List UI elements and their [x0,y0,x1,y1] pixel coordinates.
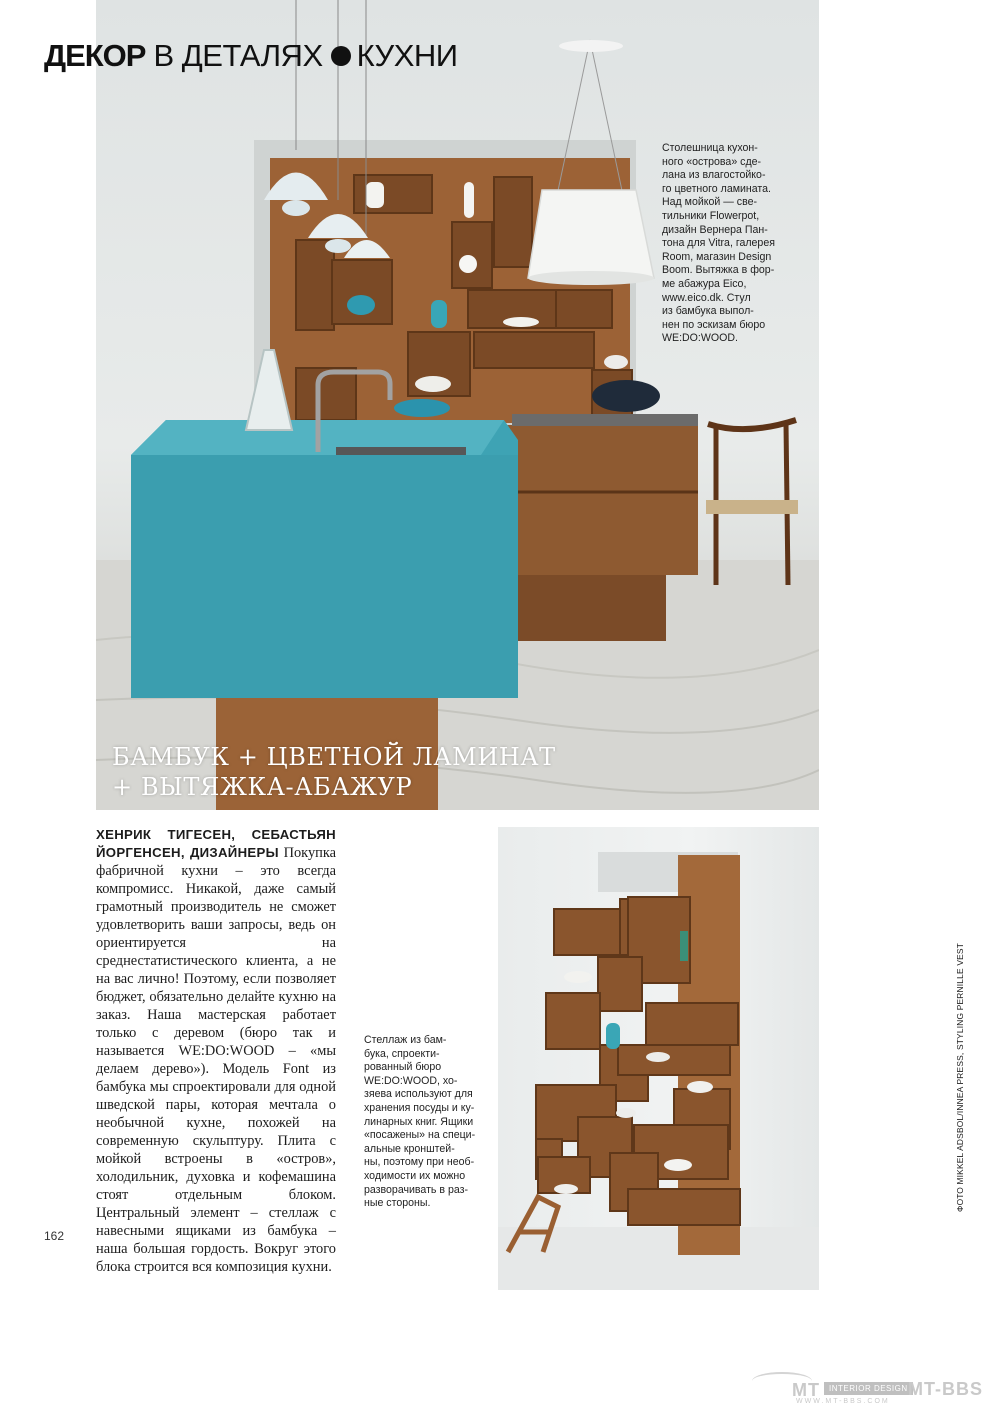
caption-line: ны, поэтому при необ- [364,1156,475,1169]
page-number: 162 [44,1229,65,1243]
caption-line: www.eico.dk. Стул [662,291,751,304]
photo-overlay-title [112,742,632,802]
caption-line: хранения посуды и ку- [364,1101,475,1114]
article-lead-authors: ХЕНРИК ТИГЕСЕН, СЕБАСТЬЯН ЙОРГЕНСЕН, ДИЗАЙНЕРЫ [96,827,336,860]
caption-line: бука, спроекти- [364,1047,440,1060]
page-header [44,34,458,78]
article-body [96,826,336,1276]
main-photo-caption [662,142,807,346]
caption-line: «посажены» на специ- [364,1129,476,1142]
shelving-photo-illustration [498,827,819,1290]
caption-line: WE:DO:WOOD, хо- [364,1074,458,1087]
caption-line: тильники Flowerpot, [662,209,760,222]
caption-line: разворачивать в раз- [364,1183,469,1196]
overlay-title-line-1: БАМБУК + ЦВЕТНОЙ ЛАМИНАТ [112,743,556,771]
caption-line: рованный бюро [364,1061,442,1074]
main-kitchen-photo [96,0,819,810]
caption-line: лана из влагостойко- [662,169,766,182]
watermark-url: WWW.MT-BBS.COM [796,1398,890,1405]
caption-line: альные кронштей- [364,1142,455,1155]
header-bullet-dot [331,46,351,66]
watermark-logo [752,1366,997,1408]
header-title-bold: ДЕКОР [44,38,146,73]
caption-line: нен по эскизам бюро [662,318,766,331]
caption-line: ходимости их можно [364,1169,466,1182]
caption-line: Стеллаж из бам- [364,1034,447,1046]
caption-line: из бамбука выпол- [662,305,754,318]
overlay-title-line-2: + ВЫТЯЖКА-АБАЖУР [112,773,413,801]
caption-line: зяева используют для [364,1088,473,1101]
shelving-photo-caption [364,1034,486,1211]
caption-line: Над мойкой — све- [662,196,758,209]
caption-line: ные стороны. [364,1197,431,1210]
watermark-box-text: INTERIOR DESIGN [824,1382,913,1395]
caption-line: ме абажура Eico, [662,277,747,290]
watermark-left-text: MT [792,1380,820,1400]
caption-line: тона для Vitra, галерея [662,237,775,250]
caption-line: WE:DO:WOOD. [662,332,738,345]
article-paragraph: Покупка фабричной кухни – это всегда компромисс. Никакой, даже самый грамотный производитель не сможет удовлетворить ваши запросы, ведь он ориентируется на среднестатистического клиента, а не на вас лично! Поэтому, если позволяет бюджет, обязательно делайте кухню на заказ. Наша мастерская работает только с деревом (бюро так и называется WE:DO:WOOD – «мы делаем дерево»). Модель Font из бамбука мы спроектировали для одной шведской пары, которая мечтала о необычной кухне, похожей на современную скульптуру. Плита с мойкой встроены в «остров», холодильник, духовка и кофемашина стоят отдельным блоком. Центральный элемент – стеллаж с навесными ящиками из бамбука – наша большая гордость. Вокруг этого блока строится вся композиция кухни. [96,845,336,1275]
main-photo-illustration [96,0,819,810]
watermark-right-text: MT-BBS [908,1379,983,1399]
caption-line: Столешница кухон- [662,142,758,154]
caption-line: линарных книг. Ящики [364,1115,474,1128]
shelving-photo [498,827,819,1290]
caption-line: ного «острова» сде- [662,155,762,168]
header-title-middle: В ДЕТАЛЯХ [153,38,323,73]
caption-line: Room, магазин Design [662,250,772,263]
caption-line: Boom. Вытяжка в фор- [662,264,775,277]
caption-line: дизайн Вернера Пан- [662,223,768,236]
caption-line: го цветного ламината. [662,182,771,195]
header-section-title: КУХНИ [356,38,458,73]
photo-credit: ФОТО MIKKEL ADSBOL/INNEA PRESS, STYLING PERNILLE VEST [955,942,965,1212]
